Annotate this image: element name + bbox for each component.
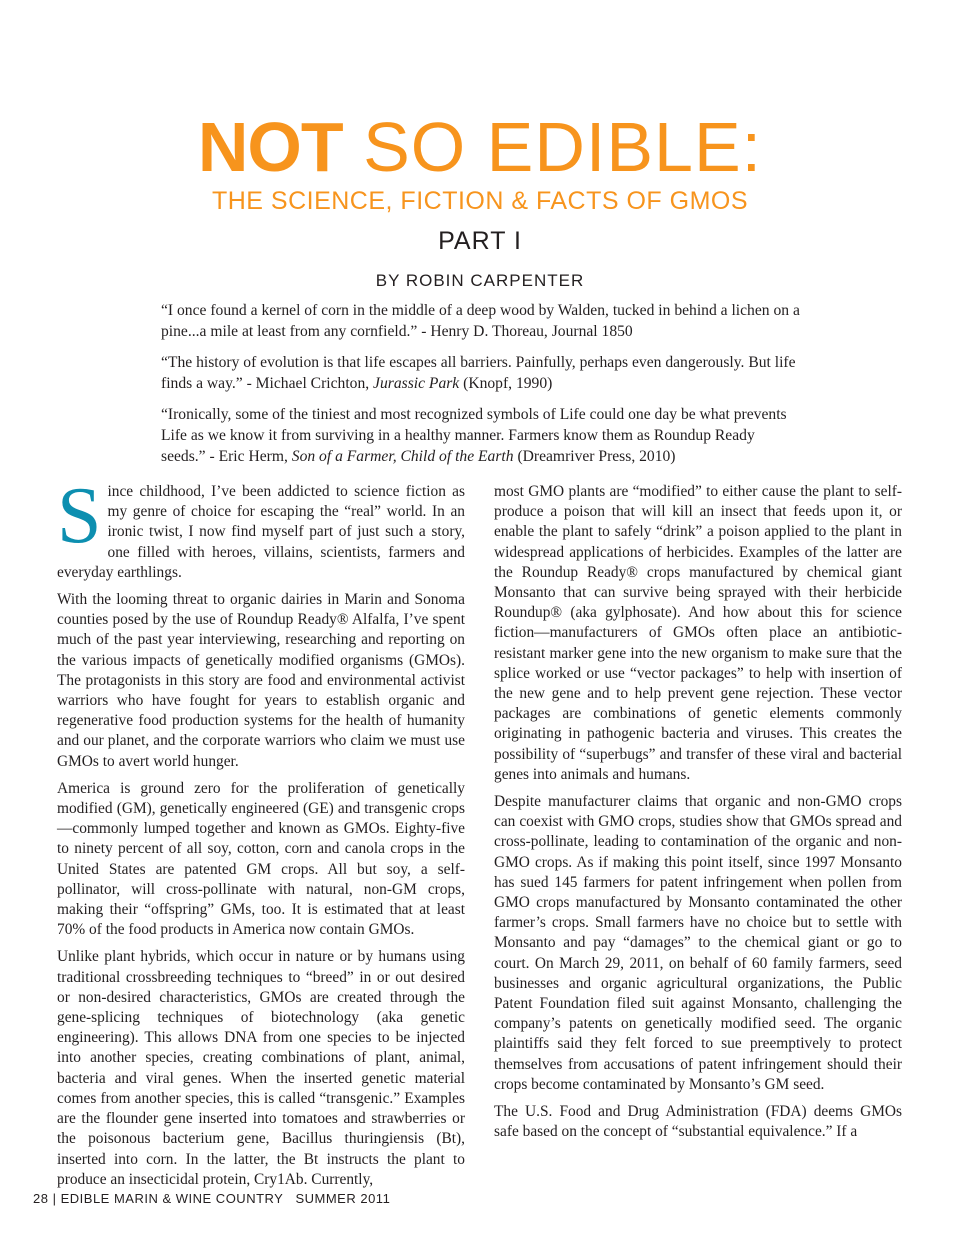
quote-source-title: Son of a Farmer, Child of the Earth — [291, 448, 514, 465]
epigraph-quote — [161, 300, 801, 342]
page-number: 28 — [33, 1191, 49, 1206]
quote-text: “Ironically, some of the tiniest and most recognized symbols of Life could one day be what prevents Life as we know it from surviving in a healthy manner. Farmers know them as Roundup Ready seeds.” - Eric Herm, — [161, 406, 787, 465]
article-column-left — [57, 472, 465, 1197]
article-paragraph: Despite manufacturer claims that organic and non-GMO crops can coexist with GMO crops, studies show that GMOs spread and cross-pollinate, leading to contamination of the organic and non-GMO crops. As if making this point itself, since 1997 Monsanto has sued 145 farmers for patent infringement when pollen from GMO crops manufactured by Monsanto contaminated the other farmer’s crops. Small farmers have no choice but to settle with Monsanto and pay “damages” to the chemical giant or go to court. On March 29, 2011, on behalf of 60 family farmers, seed businesses and organic agricultural organizations, the Public Patent Foundation filed suit against Monsanto, challenging the company’s patents on genetically modified seed. The organic plaintiffs said they felt forced to sue preemptively to protect themselves from accusations of patent infringement should their crops become contaminated by Monsanto’s GM seed. — [494, 793, 902, 1093]
publication-name: EDIBLE MARIN & WINE COUNTRY — [60, 1191, 284, 1206]
title-rest: SO EDIBLE: — [342, 108, 763, 186]
page-footer — [33, 1191, 390, 1206]
paragraph-text: ince childhood, I’ve been addicted to science fiction as my genre of choice for escaping the “real” world. In an ironic twist, I now find myself part of just such a story, one filled with heroes, villains, scientists, farmers and everyday earthlings. — [57, 483, 465, 581]
title-bold: NOT — [197, 108, 343, 186]
article-paragraph: most GMO plants are “modified” to either cause the plant to self-produce a poison that will kill an insect that feeds upon it, or enable the plant to safely “drink” a poison applied to the plant in widespread applications of herbicides. Examples of the latter are the Roundup Ready® crops manufactured by chemical giant Monsanto that can survive being sprayed with their herbicide Roundup® (aka gylphosate). And how about this for science fiction—manufacturers of GMOs often place an antibiotic-resistant marker gene into the new organism to make sure that the splice worked or use “vector packages” to help with insertion of the new gene and to help prevent gene rejection. These vector packages are combinations of genetic elements commonly originating in pathogenic bacteria and viruses. This creates the possibility of “superbugs” and transfer of these viral and bacterial genes into animals and humans. — [494, 483, 902, 783]
article-paragraph: America is ground zero for the proliferation of genetically modified (GM), genetically engineered (GE) and transgenic crops—commonly lumped together and known as GMOs. Eighty-five to ninety percent of all soy, cotton, corn and canola crops in the United States are patented GM crops. All but soy, a self-pollinator, will cross-pollinate with natural, non-GM crops, making their “offspring” GMs, too. It is estimated that at least 70% of the food products in America now contain GMOs. — [57, 779, 465, 939]
issue-label: SUMMER 2011 — [295, 1191, 391, 1206]
part-label: PART I — [438, 227, 522, 255]
epigraph-quote — [161, 352, 801, 394]
drop-cap: S — [57, 472, 102, 560]
quote-source-tail: (Dreamriver Press, 2010) — [513, 448, 676, 465]
article-paragraph: The U.S. Food and Drug Administration (FDA) deems GMOs safe based on the concept of “substantial equivalence.” If a — [494, 1103, 902, 1141]
article-paragraph: Unlike plant hybrids, which occur in nature or by humans using traditional crossbreeding techniques to “breed” in or out desired or non-desired characteristics, GMOs are created through the gene-splicing techniques of biotechnology (aka genetic engineering). This allows DNA from one species to be injected into another species, creating combinations of plant, animal, bacteria and viral genes. When the inserted genetic material comes from another species, this is called “transgenic.” Examples are the flounder gene inserted into tomatoes and strawberries or the poisonous bacterium gene, Bacillus thuringiensis (Bt), inserted into corn. In the latter, the Bt instructs the plant to produce an insecticidal protein, Cry1Ab. Currently, — [57, 948, 465, 1188]
article-paragraph: With the looming threat to organic dairies in Marin and Sonoma counties posed by the use of Roundup Ready® Alfalfa, I’ve spent much of the past year interviewing, researching and reporting on the various impacts of genetically modified organisms (GMOs). The protagonists in this story are food and environmental activist warriors who have fought for years to establish organic and regenerative food production systems for the health of humanity and our planet, and the corporate warriors who claim we must use GMOs to avert world hunger. — [57, 591, 465, 770]
quote-text: “The history of evolution is that life escapes all barriers. Painfully, perhaps even dangerously. But life finds a way.” - Michael Crichton, — [161, 354, 796, 392]
quote-text: “I once found a kernel of corn in the middle of a deep wood by Walden, tucked in behind a lichen on a pine...a mile at least from any cornfield.” - Henry D. Thoreau, Journal 1850 — [161, 302, 800, 340]
article-subtitle: THE SCIENCE, FICTION & FACTS OF GMOS — [211, 187, 749, 215]
article-column-right — [494, 482, 902, 1150]
epigraph-quote — [161, 404, 801, 467]
quote-source-title: Jurassic Park — [373, 375, 460, 392]
quote-source-tail: (Knopf, 1990) — [459, 375, 553, 392]
article-paragraph — [57, 472, 465, 583]
article-title — [0, 108, 960, 186]
byline: BY ROBIN CARPENTER — [375, 271, 585, 290]
article-header — [0, 108, 960, 292]
epigraphs — [161, 300, 801, 477]
footer-separator: | — [52, 1191, 57, 1206]
